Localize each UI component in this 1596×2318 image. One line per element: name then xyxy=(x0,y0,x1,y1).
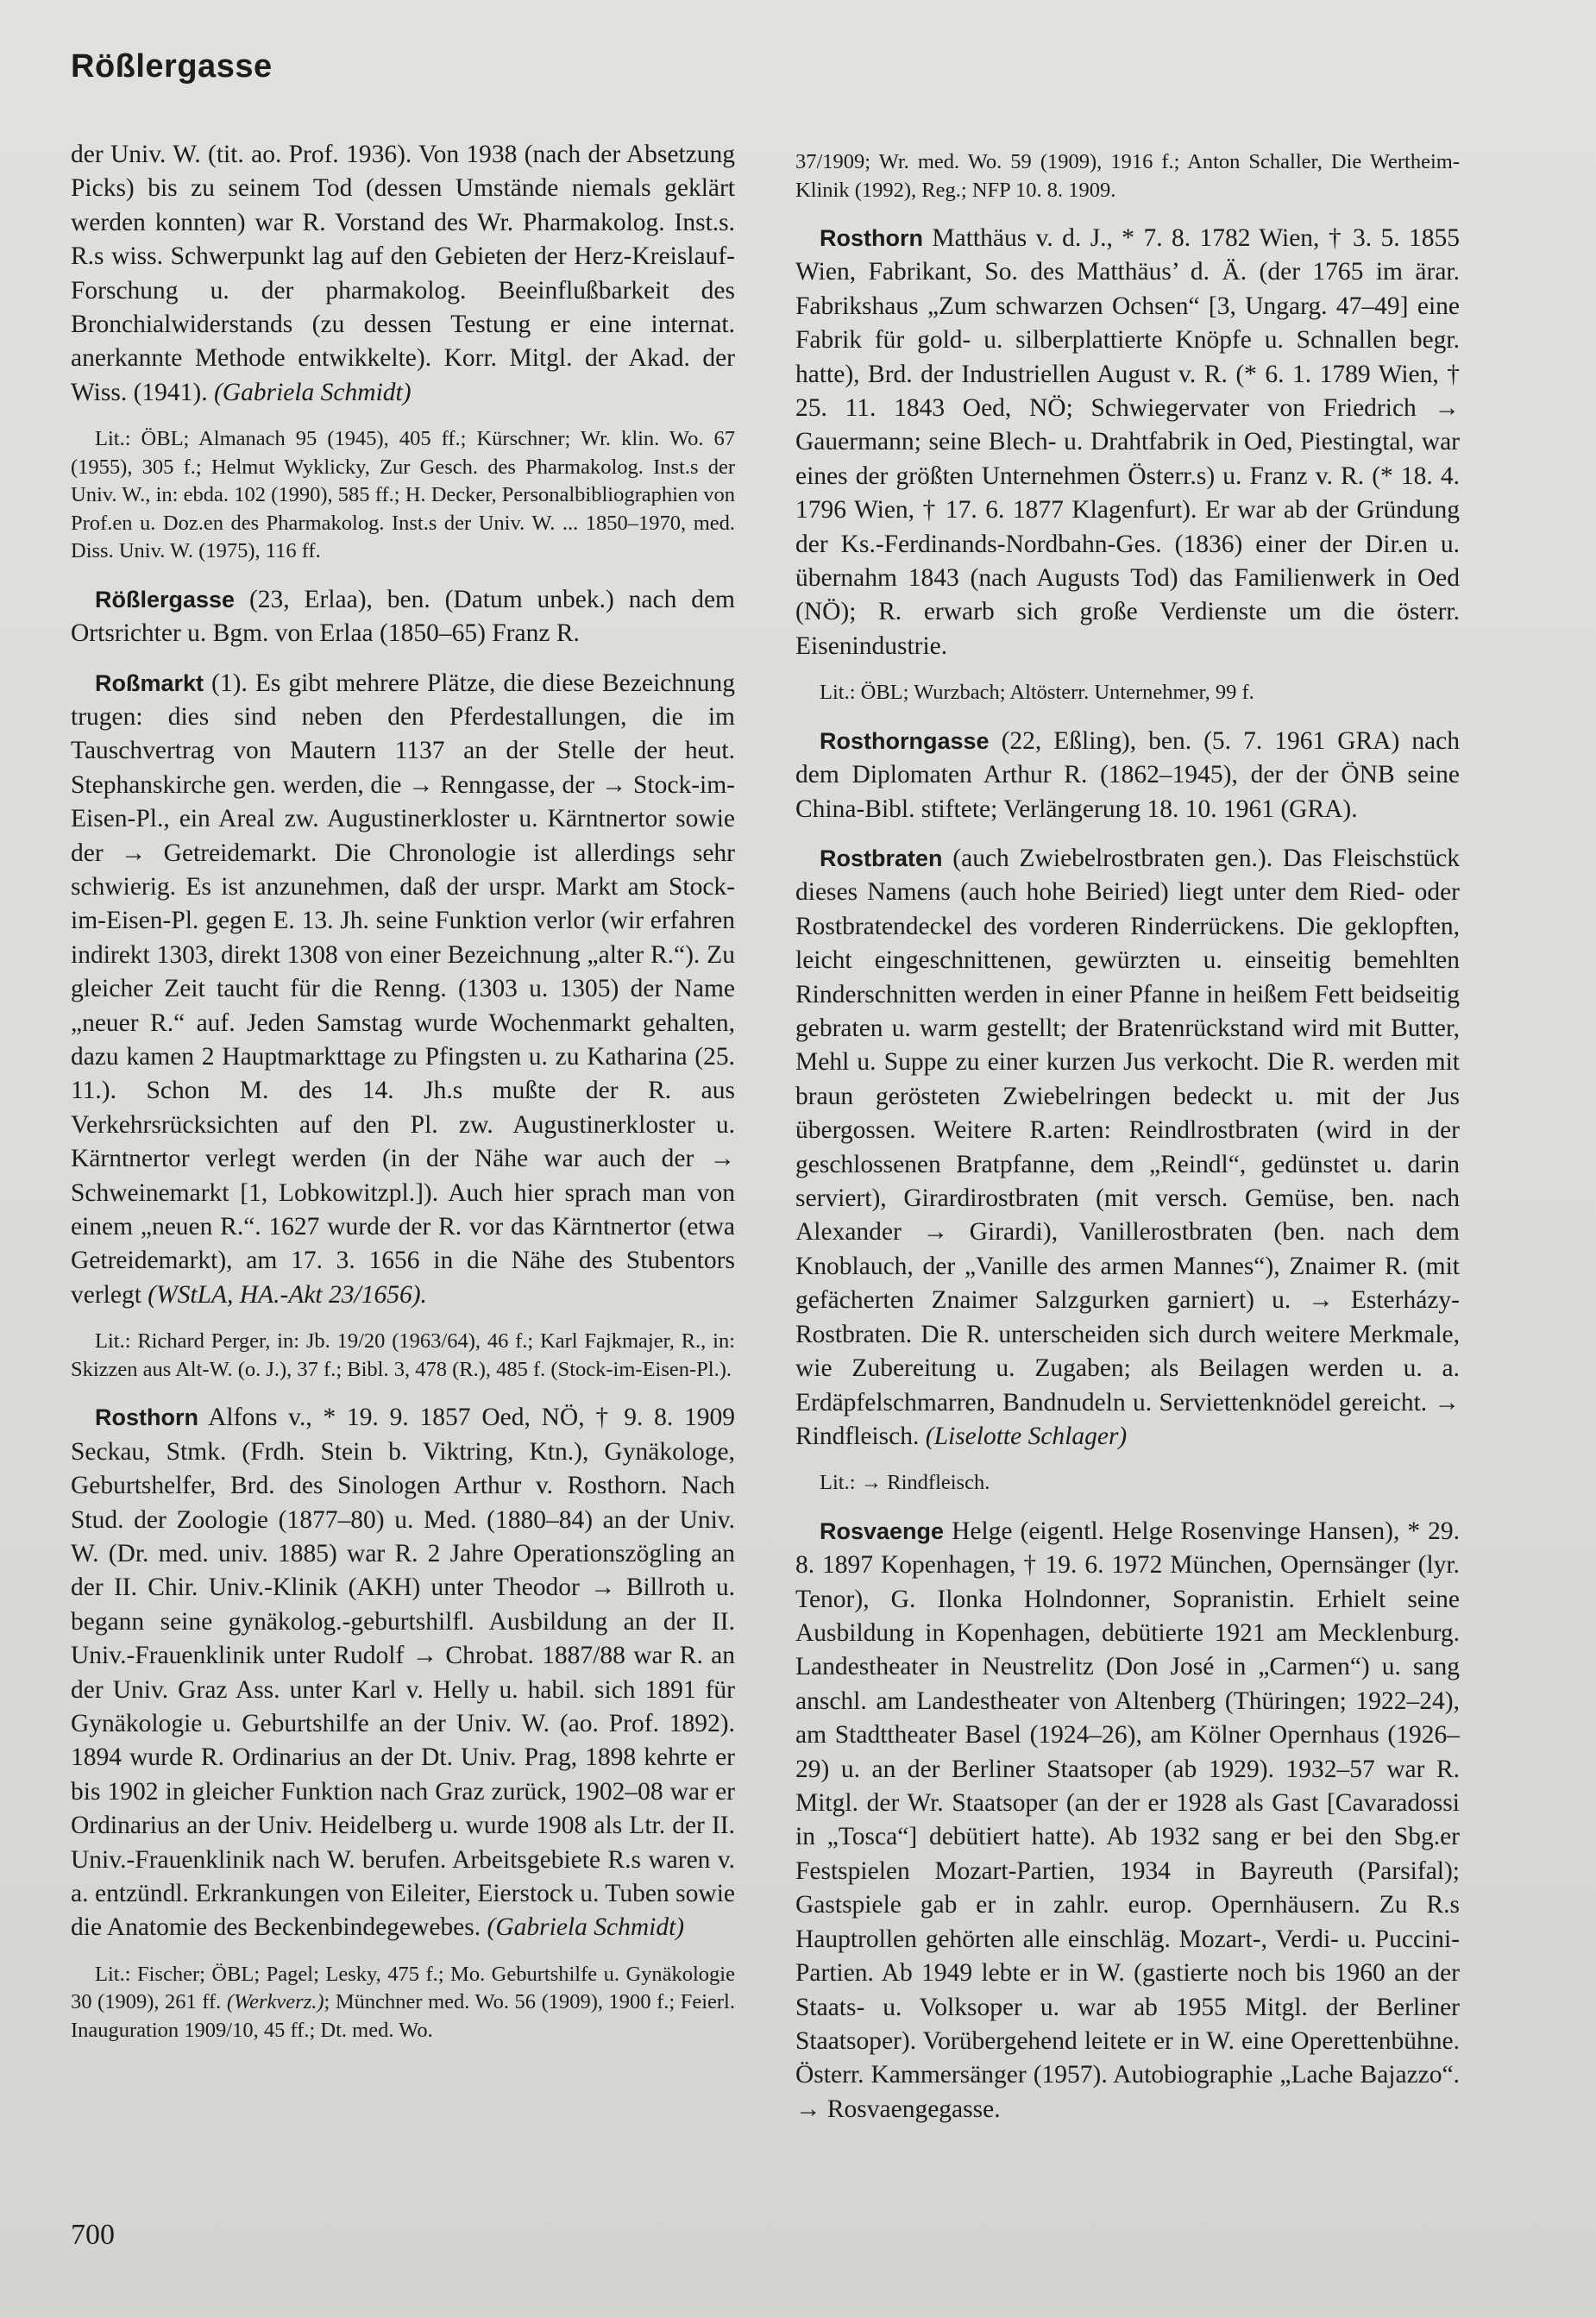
entry-rosthorngasse xyxy=(795,725,1460,826)
running-head: Rößlergasse xyxy=(71,48,273,85)
entry-author: (Gabriela Schmidt) xyxy=(487,1913,685,1942)
entry-lemma: Roßmarkt xyxy=(95,669,204,696)
entry-text: (1). Es gibt mehrere Plätze, die diese Bezeichnung trugen: dies sind neben den Pferdestallungen, die im Tauschvertrag von Mautern 1137 an der Stelle der heut. Stephanskirche gen. werden, die → Renngasse, der → Stock-im-Eisen-Pl., ein Areal zw. Augustinerkloster u. Kärntnertor sowie der → Getreidemarkt. Die Chronologie ist allerdings sehr schwierig. Es ist anzunehmen, daß der urspr. Markt am Stock-im-Eisen-Pl. gegen E. 13. Jh. seine Funktion verlor (wir erfahren indirekt 1303, direkt 1308 von einer Bezeichnung „alter R.“). Zu gleicher Zeit taucht für die Renng. (1303 u. 1305) der Name „neuer R.“ auf. Jeden Samstag wurde Wochenmarkt gehalten, dazu kamen 2 Hauptmarkttage zu Pfingsten u. zu Katharina (25. 11.). Schon M. des 14. Jh.s mußte der R. aus Verkehrsrücksichten auf den Pl. zw. Augustinerkloster u. Kärntnertor verlegt werden (in der Nähe war auch der → Schweinemarkt [1, Lobkowitzpl.]). Auch hier sprach man von einem „neuen R.“. 1627 wurde der R. vor das Kärntnertor (etwa Getreidemarkt), am 17. 3. 1656 in die Nähe des Stubentors verlegt xyxy=(71,669,735,1309)
right-column xyxy=(795,147,1460,2142)
entry-lemma: Rosvaenge xyxy=(820,1517,945,1544)
entry-lemma: Rößlergasse xyxy=(95,586,236,612)
entry-text: Alfons v., * 19. 9. 1857 Oed, NÖ, † 9. 8. 1909 Seckau, Stmk. (Frdh. Stein b. Viktring, Ktn.), Gynäkologe, Geburtshelfer, Brd. des Sinologen Arthur v. Rosthorn. Nach Stud. der Zoologie (1877–80) u. Med. (1880–84) an der Univ. W. (Dr. med. univ. 1885) war R. 2 Jahre Operationszögling an der II. Chir. Univ.-Klinik (AKH) unter Theodor → Billroth u. begann seine gynäkolog.-geburtshilfl. Ausbildung an der II. Univ.-Frauenklinik unter Rudolf → Chrobat. 1887/88 war R. an der Univ. Graz Ass. unter Karl v. Helly u. habil. sich 1891 für Gynäkologie u. Geburtshilfe an der Univ. W. (ao. Prof. 1892). 1894 wurde R. Ordinarius an der Dt. Univ. Prag, 1898 kehrte er bis 1902 in gleicher Funktion nach Graz zurück, 1902–08 war er Ordinarius an der Univ. Heidelberg u. wurde 1908 als Ltr. der II. Univ.-Frauenklinik nach W. berufen. Arbeitsgebiete R.s waren v. a. entzündl. Erkrankungen von Eileiter, Eierstock u. Tuben sowie die Anatomie des Beckenbindegewebes. xyxy=(71,1404,735,1942)
lit-part: Lit.: Fischer; ÖBL; Pagel; Lesky, 475 f.; Mo. Geburtshilfe u. Gynäkologie 30 (1909), 261 ff. xyxy=(71,1962,735,2014)
entry-text: Matthäus v. d. J., * 7. 8. 1782 Wien, † 3. 5. 1855 Wien, Fabrikant, So. des Matthäus’ d. Ä. (der 1765 im ärar. Fabrikshaus „Zum schwarzen Ochsen“ [3, Ungarg. 47–49] eine Fabrik für gold- u. silberplattierte Knöpfe u. Schnallen begr. hatte), Brd. der Industriellen August v. R. (* 6. 1. 1789 Wien, † 25. 11. 1843 Oed, NÖ; Schwiegervater von Friedrich → Gauermann; seine Blech- u. Drahtfabrik in Oed, Piestingtal, war eines der größten Unternehmen Österr.s) u. Franz v. R. (* 18. 4. 1796 Wien, † 17. 6. 1877 Klagenfurt). Er war ab der Gründung der Ks.-Ferdinands-Nordbahn-Ges. (1836) einer der Dir.en u. übernahm 1843 (nach Augusts Tod) das Familienwerk in Oed (NÖ); R. erwarb sich große Verdienste um die österr. Eisenindustrie. xyxy=(795,224,1461,660)
entry-rosvaenge xyxy=(795,1515,1460,2126)
entry-literature: Lit.: Richard Perger, in: Jb. 19/20 (1963/64), 46 f.; Karl Fajkmajer, R., in: Skizzen aus Alt-W. (o. J.), 37 f.; Bibl. 3, 478 (R.), 485 f. (Stock-im-Eisen-Pl.). xyxy=(71,1329,735,1381)
entry-text: (22, Eßling), ben. (5. 7. 1961 GRA) nach dem Diplomaten Arthur R. (1862–1945), der der ÖNB seine China-Bibl. stiftete; Verlängerung 18. 10. 1961 (GRA). xyxy=(795,726,1460,823)
entry-rosthorn-matthaeus xyxy=(795,222,1460,663)
entry-continuation xyxy=(71,138,735,410)
entry-roesslergasse xyxy=(71,583,735,651)
entry-text: der Univ. W. (tit. ao. Prof. 1936). Von 1938 (nach der Absetzung Picks) bis zu seinem Tod (dessen Umstände niemals geklärt werden konnten) war R. Vorstand des Wr. Pharmakolog. Inst.s. R.s wiss. Schwerpunkt lag auf den Gebieten der Herz-Kreislauf-Forschung u. der pharmakolog. Beeinflußbarkeit des Bronchialwiderstands (zu dessen Testung er eine internat. anerkannte Methode entwikkelte). Korr. Mitgl. der Akad. der Wiss. (1941). xyxy=(71,141,735,406)
entry-rosthorn-alfons xyxy=(71,1401,735,1945)
entry-rossmarkt xyxy=(71,667,735,1313)
lit-part-italic: (Werkverz.) xyxy=(226,1990,324,2014)
lit-part: ; Münchner med. Wo. 56 (1909), 1900 f.; Feierl. Inauguration 1909/10, 45 ff.; Dt. med. Wo. xyxy=(71,1990,735,2042)
entry-text: (23, Erlaa), ben. (Datum unbek.) nach dem Ortsrichter u. Bgm. von Erlaa (1850–65) Franz R. xyxy=(71,585,736,648)
entry-text: (auch Zwiebelrostbraten gen.). Das Fleischstück dieses Namens (auch hohe Beiried) liegt unter dem Ried- oder Rostbratendeckel des vorderen Rinderrückens. Die geklopften, leicht eingeschnittenen, gewürzten u. einseitig bemehlten Rinderschnitten werden in einer Pfanne in heißem Fett beidseitig gebraten u. warm gestellt; der Bratenrückstand wird mit Butter, Mehl u. Suppe zu einer kurzen Jus verkocht. Die R. werden mit braun gerösteten Zwiebelringen bedeckt u. mit der Jus übergossen. Weitere R.arten: Reindlrostbraten (wird in der geschlossenen Bratpfanne, dem „Reindl“, gedünstet u. darin serviert), Girardirostbraten (mit versch. Gemüse, ben. nach Alexander → Girardi), Vanillerostbraten (ben. nach dem Knoblauch, der „Vanille des armen Mannes“), Znaimer R. (mit gefächerten Znaimer Salzgurken garniert) u. → Esterházy-Rostbraten. Die R. unterscheiden sich durch weitere Merkmale, wie Zubereitung u. Zugaben; als Beilagen werden u. a. Erdäpfelschmarren, Bandnudeln u. Serviettenknödel gereicht. → Rindfleisch. xyxy=(795,845,1460,1450)
entry-lemma: Rosthorn xyxy=(820,225,923,251)
page-number: 700 xyxy=(71,2219,115,2251)
entry-literature: Lit.: ÖBL; Wurzbach; Altösterr. Unternehmer, 99 f. xyxy=(820,681,1254,705)
entry-lemma: Rosthorngasse xyxy=(820,727,990,754)
entry-lemma: Rostbraten xyxy=(820,845,943,871)
entry-source: (WStLA, HA.-Akt 23/1656). xyxy=(148,1280,427,1309)
entry-literature-continuation: 37/1909; Wr. med. Wo. 59 (1909), 1916 f.; Anton Schaller, Die Wertheim-Klinik (1992), Reg.; NFP 10. 8. 1909. xyxy=(795,150,1460,202)
entry-text: Helge (eigentl. Helge Rosenvinge Hansen), * 29. 8. 1897 Kopenhagen, † 19. 6. 1972 München, Opernsänger (lyr. Tenor), G. Ilonka Holndonner, Sopranistin. Erhielt seine Ausbildung in Kopenhagen, debütierte 1921 am Mecklenburg. Landestheater in Neustrelitz (Don José in „Carmen“) u. sang anschl. am Landestheater von Altenberg (Thüringen; 1922–24), am Stadttheater Basel (1924–26), am Kölner Opernhaus (1926–29) u. an der Berliner Staatsoper (ab 1929). 1932–57 war R. Mitgl. der Wr. Staatsoper (an der er 1928 als Gast [Cavaradossi in „Tosca“] debütiert hatte). Ab 1932 sang er bei den Sbg.er Festspielen Mozart-Partien, 1934 in Bayreuth (Parsifal); Gastspiele gab er in zahlr. europ. Opernhäusern. Zu R.s Hauptrollen gehörten alle einschläg. Mozart-, Verdi- u. Puccini-Partien. Ab 1949 lebte er in W. (gastierte noch bis 1960 an der Staats- u. Volksoper u. war ab 1955 Mitgl. der Berliner Staatsoper). Vorübergehend leitete er in W. eine Operettenbühne. Österr. Kammersänger (1957). Autobiographie „Lache Bajazzo“. → Rosvaengegasse. xyxy=(795,1517,1460,2123)
left-column xyxy=(71,138,735,2062)
entry-author: (Gabriela Schmidt) xyxy=(213,378,412,406)
entry-literature: Lit.: → Rindfleisch. xyxy=(820,1471,990,1495)
entry-literature xyxy=(71,1961,735,2045)
entry-author: (Liselotte Schlager) xyxy=(925,1422,1128,1450)
entry-lemma: Rosthorn xyxy=(95,1404,198,1431)
entry-rostbraten xyxy=(795,842,1460,1454)
entry-literature: Lit.: ÖBL; Almanach 95 (1945), 405 ff.; Kürschner; Wr. klin. Wo. 67 (1955), 305 f.; Helmut Wyklicky, Zur Gesch. des Pharmakolog. Inst.s der Univ. W., in: ebda. 102 (1990), 585 ff.; H. Decker, Personalbibliographien von Prof.en u. Doz.en des Pharmakolog. Inst.s der Univ. W. ... 1850–1970, med. Diss. Univ. W. (1975), 116 ff. xyxy=(71,427,735,563)
